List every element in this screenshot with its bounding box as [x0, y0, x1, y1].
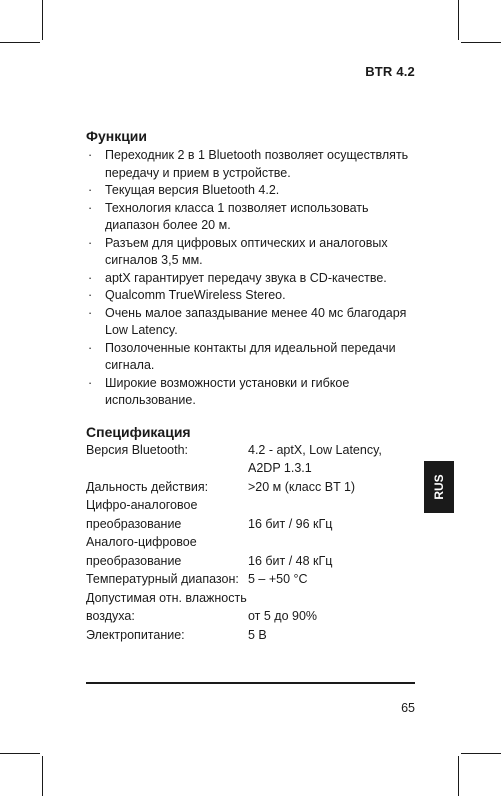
page-content	[86, 128, 416, 644]
footer-rule	[86, 682, 415, 684]
spec-label: Допустимая отн. влажность	[86, 590, 247, 605]
spec-value: A2DP 1.3.1	[248, 461, 312, 475]
list-item: · Переходник 2 в 1 Bluetooth позволяет осуществлять передачу и прием в устройстве.	[86, 147, 416, 182]
features-heading: Функции	[86, 128, 148, 144]
spec-value	[248, 496, 416, 515]
spec-value: 16 бит / 96 кГц	[248, 516, 333, 531]
spec-label: Цифро-аналоговое	[86, 498, 198, 512]
spec-value	[248, 533, 416, 552]
list-item: · aptX гарантирует передачу звука в CD-качестве.	[86, 270, 416, 288]
crop-mark	[458, 756, 459, 796]
product-title: BTR 4.2	[365, 64, 415, 79]
spec-value: 4.2 - aptX, Low Latency,	[248, 442, 382, 457]
crop-mark	[42, 0, 43, 40]
crop-mark	[461, 42, 501, 43]
spec-label: преобразование	[86, 516, 182, 531]
spec-label: Версия Bluetooth:	[86, 442, 189, 457]
spec-label: Аналого-цифровое	[86, 535, 197, 549]
crop-mark	[0, 753, 40, 754]
list-item: · Позолоченные контакты для идеальной передачи сигнала.	[86, 340, 416, 375]
spec-value: от 5 до 90%	[248, 609, 318, 623]
crop-mark	[42, 756, 43, 796]
spec-heading: Спецификация	[86, 423, 191, 440]
list-item: · Разъем для цифровых оптических и аналоговых сигналов 3,5 мм.	[86, 235, 416, 270]
list-item: · Очень малое запаздывание менее 40 мс благодаря Low Latency.	[86, 305, 416, 340]
features-list	[86, 147, 416, 410]
list-item: · Qualcomm TrueWireless Stereo.	[86, 287, 416, 305]
spec-value: 5 В	[248, 627, 267, 642]
spec-label: Электропитание:	[86, 627, 185, 642]
spec-label: преобразование	[86, 553, 182, 568]
spec-value	[248, 589, 416, 608]
list-item: · Текущая версия Bluetooth 4.2.	[86, 182, 416, 200]
crop-mark	[0, 42, 40, 43]
page-number: 65	[401, 701, 415, 715]
spec-table	[86, 441, 416, 645]
spec-label: воздуха:	[86, 609, 135, 623]
spec-label: Дальность действия:	[86, 479, 209, 494]
language-tab	[424, 461, 454, 513]
list-item: · Широкие возможности установки и гибкое использование.	[86, 375, 416, 410]
spec-value: 16 бит / 48 кГц	[248, 553, 333, 568]
spec-value: 5 – +50 °C	[248, 572, 308, 586]
language-tab-label: RUS	[432, 474, 446, 500]
spec-label: Температурный диапазон:	[86, 572, 239, 586]
crop-mark	[458, 0, 459, 40]
spec-label	[86, 459, 248, 478]
list-item: · Технология класса 1 позволяет использовать диапазон более 20 м.	[86, 200, 416, 235]
crop-mark	[461, 753, 501, 754]
spec-value: >20 м (класс BT 1)	[248, 479, 356, 494]
